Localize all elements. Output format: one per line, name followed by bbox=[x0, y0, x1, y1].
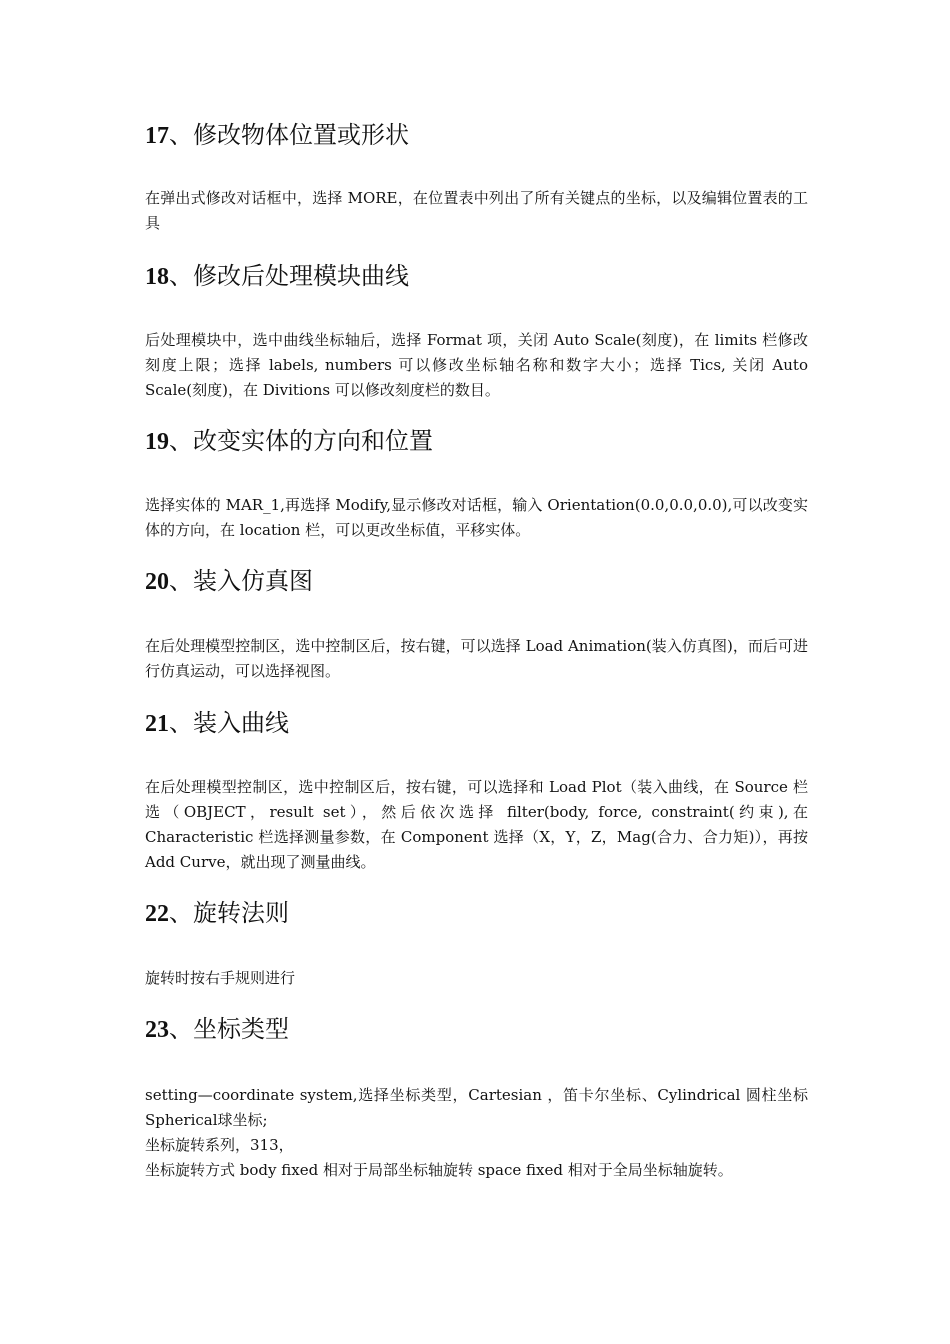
paragraph: 坐标旋转系列，313， bbox=[145, 1136, 294, 1154]
section-heading-22 bbox=[145, 898, 289, 929]
section-heading-17 bbox=[145, 120, 409, 151]
section-body-19 bbox=[145, 493, 808, 543]
section-title: 、改变实体的方向和位置 bbox=[169, 427, 433, 455]
paragraph: 选择实体的 MAR_1,再选择 Modify,显示修改对话框，输入 Orientation(0.0,0.0,0.0),可以改变实体的方向，在 location 栏，可以更改坐标值，平移实体。 bbox=[145, 496, 808, 539]
section-heading-23 bbox=[145, 1014, 289, 1045]
section-body-23 bbox=[145, 1083, 808, 1183]
paragraph: 在弹出式修改对话框中，选择 MORE，在位置表中列出了所有关键点的坐标，以及编辑位置表的工具 bbox=[145, 189, 808, 232]
paragraph: 在后处理模型控制区，选中控制区后，按右键，可以选择 Load Animation(装入仿真图)，而后可进行仿真运动，可以选择视图。 bbox=[145, 637, 808, 680]
section-title: 、装入曲线 bbox=[169, 709, 289, 737]
section-number: 20 bbox=[145, 569, 169, 595]
section-title: 、旋转法则 bbox=[169, 899, 289, 927]
section-body-22 bbox=[145, 966, 808, 991]
section-body-18 bbox=[145, 328, 808, 403]
section-heading-19 bbox=[145, 426, 433, 457]
section-number: 21 bbox=[145, 711, 169, 737]
section-number: 19 bbox=[145, 429, 169, 455]
paragraph: 在后处理模型控制区，选中控制区后，按右键，可以选择和 Load Plot（装入曲线，在 Source 栏选（OBJECT，result set），然后依次选择 filter(body, force, constraint(约束),在 Characteristic 栏选择测量参数，在 Component 选择（X，Y，Z，Mag(合力、合力矩)），再按 Add Curve，就出现了测量曲线。 bbox=[145, 778, 808, 871]
section-title: 、修改物体位置或形状 bbox=[169, 121, 409, 149]
section-title: 、修改后处理模块曲线 bbox=[169, 262, 409, 290]
section-title: 、坐标类型 bbox=[169, 1015, 289, 1043]
paragraph: 后处理模块中，选中曲线坐标轴后，选择 Format 项，关闭 Auto Scale(刻度)，在 limits 栏修改刻度上限；选择 labels, numbers 可以修改坐标轴名称和数字大小；选择 Tics, 关闭 Auto Scale(刻度)，在 Divitions 可以修改刻度栏的数目。 bbox=[145, 331, 808, 399]
section-heading-20 bbox=[145, 566, 313, 597]
section-heading-21 bbox=[145, 708, 289, 739]
section-body-21 bbox=[145, 775, 808, 875]
section-number: 17 bbox=[145, 123, 169, 149]
section-title: 、装入仿真图 bbox=[169, 567, 313, 595]
section-body-20 bbox=[145, 634, 808, 684]
section-number: 23 bbox=[145, 1017, 169, 1043]
section-body-17 bbox=[145, 186, 808, 236]
section-number: 18 bbox=[145, 264, 169, 290]
section-heading-18 bbox=[145, 261, 409, 292]
section-number: 22 bbox=[145, 901, 169, 927]
paragraph: setting—coordinate system,选择坐标类型，Cartesian ，笛卡尔坐标、Cylindrical 圆柱坐标 Spherical球坐标; bbox=[145, 1086, 808, 1129]
paragraph: 旋转时按右手规则进行 bbox=[145, 969, 296, 987]
paragraph: 坐标旋转方式 body fixed 相对于局部坐标轴旋转 space fixed 相对于全局坐标轴旋转。 bbox=[145, 1161, 733, 1179]
